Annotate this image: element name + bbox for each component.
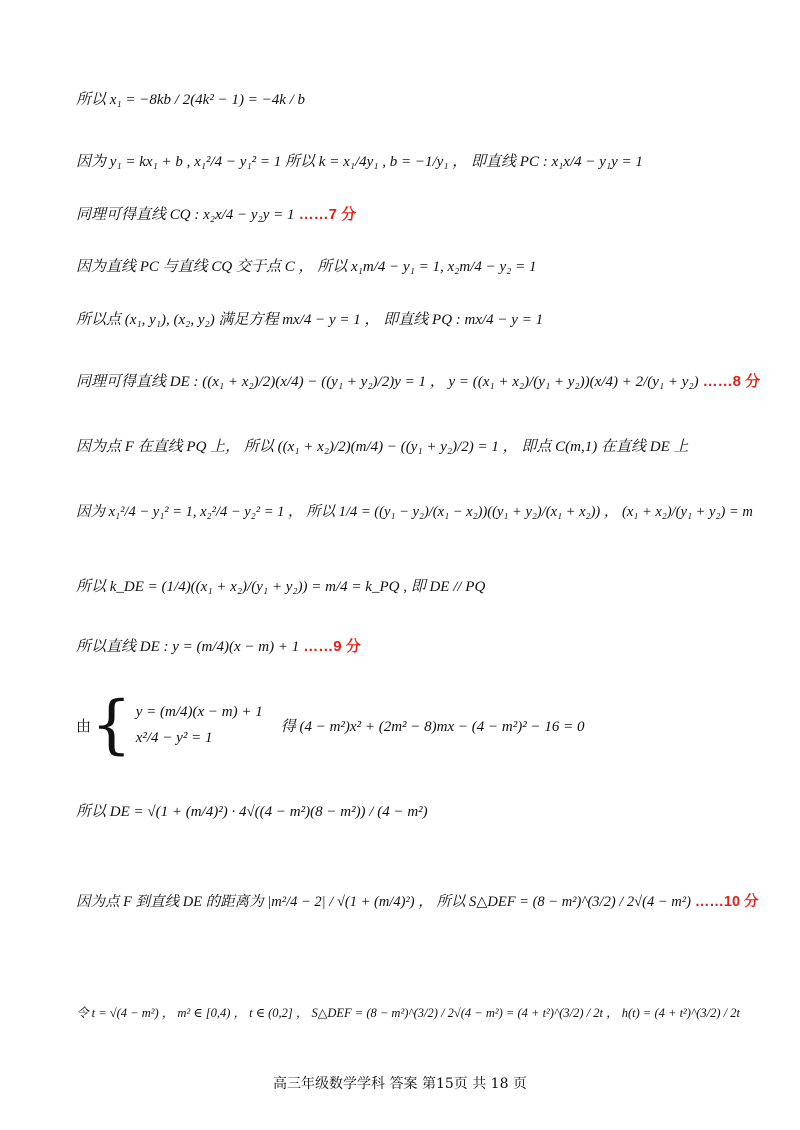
step-text: 所以 k_DE = (1/4)((x₁ + x₂)/(y₁ + y₂)) = m/4 = k_PQ , 即 DE // PQ — [76, 579, 486, 595]
system-result: 得 (4 − m²)x² + (2m² − 8)mx − (4 − m²)² − 16 = 0 — [280, 718, 585, 735]
step-text: 所以 DE = √(1 + (m/4)²) · 4√((4 − m²)(8 − m²)) / (4 − m²) — [76, 804, 428, 820]
step-text: 因为直线 PC 与直线 CQ 交于点 C ， 所以 x₁m/4 − y₁ = 1, x₂m/4 − y₂ = 1 — [76, 259, 537, 275]
step-text: 因为点 F 在直线 PQ 上， 所以 ((x₁ + x₂)/2)(m/4) − ((y₁ + y₂)/2) = 1 ， 即点 C(m,1) 在直线 DE 上 — [76, 439, 689, 455]
step-f-on-pq — [76, 435, 760, 456]
step-text: 所以直线 DE : y = (m/4)(x − m) + 1 — [76, 639, 300, 655]
system-eq1: y = (m/4)(x − m) + 1 — [135, 704, 263, 720]
step-system — [76, 690, 760, 760]
step-de-line — [76, 370, 760, 391]
system-equations — [136, 699, 263, 751]
step-parallel — [76, 575, 760, 596]
system-brace: { — [91, 688, 132, 762]
step-text: 所以 x₁ = −8kb / 2(4k² − 1) = −4k / b — [76, 92, 306, 108]
step-intersection — [76, 255, 760, 276]
step-text: 令 t = √(4 − m²) ， m² ∈ [0,4) ， t ∈ (0,2] ， S△DEF = (8 − m²)^(3/2) / 2√(4 − m²) = (4 + t²)^(3/2) / 2t ， h(t) = (4 + t²)^(3/2) / 2t — [76, 1006, 740, 1020]
step-cq-line — [76, 203, 760, 224]
step-pc-line — [76, 150, 760, 171]
page-footer: 高三年级数学学科 答案 第15页 共 18 页 — [273, 1076, 527, 1092]
step-substitution — [76, 1003, 760, 1021]
step-text: 因为 x₁²/4 − y₁² = 1, x₂²/4 − y₂² = 1 ， 所以 1/4 = ((y₁ − y₂)/(x₁ − x₂))((y₁ + y₂)/(x₁ + x₂)) ， (x₁ + x₂)/(y₁ + y₂) = m — [76, 504, 753, 520]
system-eq2: x²/4 − y² = 1 — [135, 730, 213, 746]
score-mark: ……8 分 — [702, 373, 761, 390]
score-mark: ……7 分 — [298, 206, 357, 223]
step-text: 因为点 F 到直线 DE 的距离为 |m²/4 − 2| / √(1 + (m/4)²) ， 所以 S△DEF = (8 − m²)^(3/2) / 2√(4 − m²) — [76, 894, 691, 910]
step-x1 — [76, 88, 760, 109]
step-distance-area — [76, 890, 760, 911]
step-text: 同理可得直线 CQ : x₂x/4 − y₂y = 1 — [76, 207, 295, 223]
step-de-length — [76, 800, 760, 821]
score-mark: ……10 分 — [694, 894, 759, 910]
step-text: 所以点 (x₁, y₁), (x₂, y₂) 满足方程 mx/4 − y = 1 ， 即直线 PQ : mx/4 − y = 1 — [76, 312, 544, 328]
score-mark: ……9 分 — [303, 638, 361, 655]
system-prefix: 由 — [76, 716, 92, 735]
step-text: 同理可得直线 DE : ((x₁ + x₂)/2)(x/4) − ((y₁ + y₂)/2)y = 1 ， y = ((x₁ + x₂)/(y₁ + y₂))(x/4) + 2/(y₁ + y₂) — [76, 374, 699, 390]
step-slope-relation — [76, 500, 760, 521]
step-text: 因为 y₁ = kx₁ + b , x₁²/4 − y₁² = 1 所以 k = x₁/4y₁ , b = −1/y₁ ， 即直线 PC : x₁x/4 − y₁y = 1 — [76, 154, 643, 170]
step-de-equation — [76, 635, 760, 656]
step-pq-line — [76, 308, 760, 329]
